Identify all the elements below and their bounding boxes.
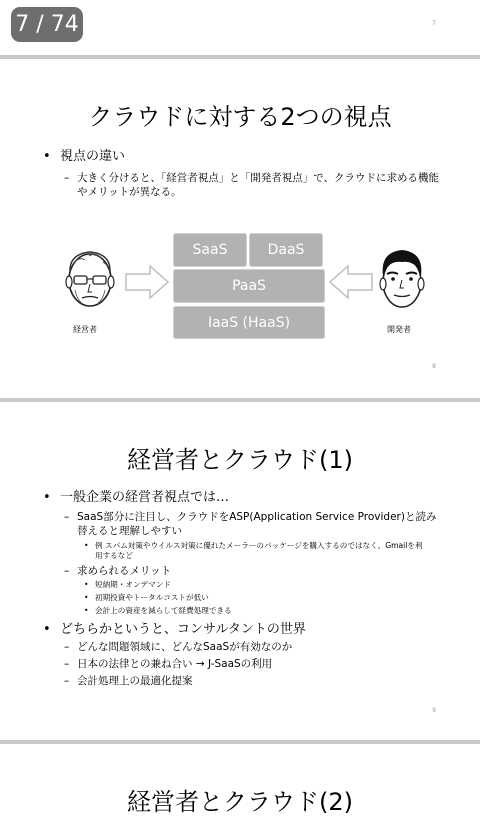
iaas-block: IaaS (HaaS): [173, 306, 325, 339]
bullet-level3: • 短納期・オンデマンド: [84, 580, 171, 589]
slide-page-10[interactable]: [0, 744, 480, 816]
bullet-level2: – 会計処理上の最適化提案: [64, 675, 193, 687]
left-arrow-icon: [328, 264, 374, 300]
paas-block: PaaS: [173, 269, 325, 303]
slide-number: 9: [432, 707, 436, 714]
developer-label: 開発者: [387, 325, 411, 334]
bullet-level2: – 大きく分けると、「経営者視点」と「開発者視点」で、クラウドに求める機能やメリットが異なる。: [64, 172, 440, 198]
bullet-level3: • 会計上の資産を減らして経費処理できる: [84, 606, 232, 615]
slide-page-8[interactable]: クラウドに対する2つの視点 視点の違い – 大きく分けると、「経営者視点」と「開発者視点」で、クラウドに求める機能やメリットが異なる。 SaaS DaaS PaaS IaaS (HaaS) 経営者 開発者 8: [0, 59, 480, 398]
prev-slide-number: 7: [432, 20, 436, 27]
bullet-level2: – 日本の法律との兼ね合い → J-SaaSの利用: [64, 658, 273, 670]
slide-page-9[interactable]: 経営者とクラウド(1) 一般企業の経営者視点では… – SaaS部分に注目し、クラウドをASP(Application Service Provider)と読み替えると理解しやすい • 例 スパム対策やウイルス対策に優れたメーラーのパッケージを購入するのではなく、Gmailを利用するなど – 求められるメリット • 短納期・オンデマンド • 初期投資やトータルコストが低い • 会計上の資産を減らして経費処理できる どちらかというと、コンサルタントの世界 – どんな問題領域に、どんなSaaSが有効なのか – 日本の法律との兼ね合い → J-SaaSの利用 – 会計処理上の最適化提案 9: [0, 402, 480, 740]
executive-label: 経営者: [73, 325, 97, 334]
slide-title: クラウドに対する2つの視点: [88, 103, 392, 131]
daas-block: DaaS: [249, 233, 323, 267]
page-indicator: 7 / 74: [11, 7, 83, 42]
slide-title: 経営者とクラウド(1): [127, 446, 353, 474]
slide-title: 経営者とクラウド(2): [127, 788, 353, 816]
bullet-level2: – どんな問題領域に、どんなSaaSが有効なのか: [64, 641, 293, 653]
bullet-level3: • 例 スパム対策やウイルス対策に優れたメーラーのパッケージを購入するのではなく、Gmailを利用するなど: [84, 541, 423, 560]
right-arrow-icon: [124, 264, 170, 300]
bullet-level2: – SaaS部分に注目し、クラウドをASP(Application Service Provider)と読み替えると理解しやすい: [64, 511, 437, 537]
developer-face-icon: [376, 246, 428, 322]
slide-number: 8: [432, 363, 436, 370]
saas-block: SaaS: [173, 233, 247, 267]
executive-face-icon: [61, 246, 119, 322]
bullet-level2: – 求められるメリット: [64, 565, 172, 577]
bullet-level3: • 初期投資やトータルコストが低い: [84, 593, 209, 602]
